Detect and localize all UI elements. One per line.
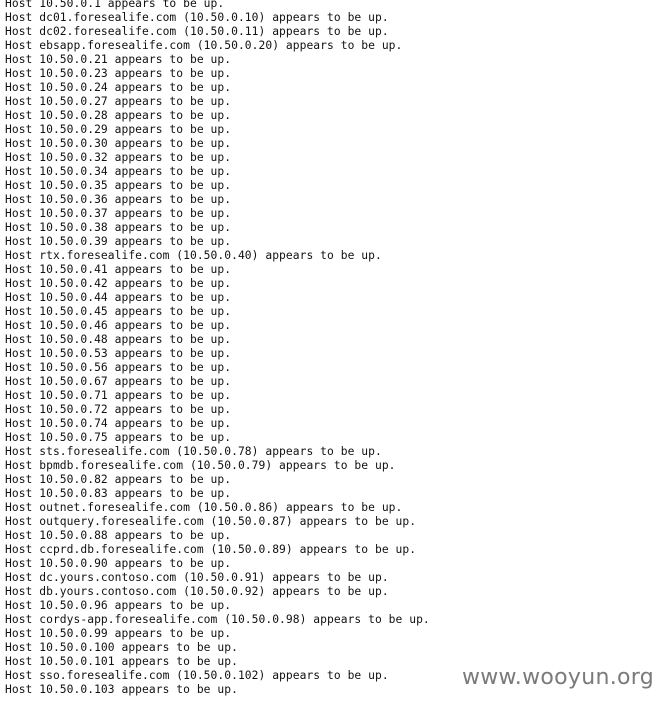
output-line: Host 10.50.0.48 appears to be up.	[5, 333, 232, 346]
output-line: Host 10.50.0.24 appears to be up.	[5, 81, 232, 94]
output-line: Host 10.50.0.74 appears to be up.	[5, 417, 232, 430]
output-line: Host 10.50.0.103 appears to be up.	[5, 683, 238, 696]
output-line: Host 10.50.0.71 appears to be up.	[5, 389, 232, 402]
output-line: Host ccprd.db.foresealife.com (10.50.0.89) appears to be up.	[5, 543, 417, 556]
output-line: Host bpmdb.foresealife.com (10.50.0.79) appears to be up.	[5, 459, 396, 472]
output-line: Host 10.50.0.88 appears to be up.	[5, 529, 232, 542]
output-line: Host 10.50.0.36 appears to be up.	[5, 193, 232, 206]
output-line: Host sso.foresealife.com (10.50.0.102) appears to be up.	[5, 669, 389, 682]
output-line: Host 10.50.0.41 appears to be up.	[5, 263, 232, 276]
output-line: Host 10.50.0.56 appears to be up.	[5, 361, 232, 374]
output-line: Host dc01.foresealife.com (10.50.0.10) appears to be up.	[5, 11, 389, 24]
output-line: Host 10.50.0.21 appears to be up.	[5, 53, 232, 66]
output-line: Host cordys-app.foresealife.com (10.50.0.98) appears to be up.	[5, 613, 430, 626]
output-line: Host 10.50.0.30 appears to be up.	[5, 137, 232, 150]
output-line: Host 10.50.0.96 appears to be up.	[5, 599, 232, 612]
output-line: Host 10.50.0.35 appears to be up.	[5, 179, 232, 192]
output-line: Host rtx.foresealife.com (10.50.0.40) appears to be up.	[5, 249, 382, 262]
terminal-output	[5, 0, 661, 702]
output-line: Host 10.50.0.29 appears to be up.	[5, 123, 232, 136]
output-line: Host 10.50.0.42 appears to be up.	[5, 277, 232, 290]
output-line: Host 10.50.0.27 appears to be up.	[5, 95, 232, 108]
output-line: Host 10.50.0.34 appears to be up.	[5, 165, 232, 178]
output-line: Host 10.50.0.46 appears to be up.	[5, 319, 232, 332]
output-line: Host dc.yours.contoso.com (10.50.0.91) appears to be up.	[5, 571, 389, 584]
output-line: Host ebsapp.foresealife.com (10.50.0.20) appears to be up.	[5, 39, 403, 52]
output-line: Host 10.50.0.72 appears to be up.	[5, 403, 232, 416]
output-line: Host 10.50.0.83 appears to be up.	[5, 487, 232, 500]
output-line: Host 10.50.0.67 appears to be up.	[5, 375, 232, 388]
output-line: Host 10.50.0.38 appears to be up.	[5, 221, 232, 234]
output-line: Host 10.50.0.37 appears to be up.	[5, 207, 232, 220]
output-line: Host 10.50.0.53 appears to be up.	[5, 347, 232, 360]
output-line: Host outquery.foresealife.com (10.50.0.87) appears to be up.	[5, 515, 417, 528]
output-line: Host 10.50.0.32 appears to be up.	[5, 151, 232, 164]
output-line: Host dc02.foresealife.com (10.50.0.11) appears to be up.	[5, 25, 389, 38]
output-line: Host 10.50.0.45 appears to be up.	[5, 305, 232, 318]
output-line: Host db.yours.contoso.com (10.50.0.92) appears to be up.	[5, 585, 389, 598]
output-line: Host 10.50.0.28 appears to be up.	[5, 109, 232, 122]
output-line: Host sts.foresealife.com (10.50.0.78) appears to be up.	[5, 445, 382, 458]
output-line: Host 10.50.0.23 appears to be up.	[5, 67, 232, 80]
output-line: Host 10.50.0.1 appears to be up.	[5, 0, 225, 10]
output-line: Host 10.50.0.100 appears to be up.	[5, 641, 238, 654]
output-line: Host 10.50.0.44 appears to be up.	[5, 291, 232, 304]
output-line: Host 10.50.0.82 appears to be up.	[5, 473, 232, 486]
output-line: Host 10.50.0.75 appears to be up.	[5, 431, 232, 444]
output-line: Host 10.50.0.90 appears to be up.	[5, 557, 232, 570]
output-line: Host 10.50.0.101 appears to be up.	[5, 655, 238, 668]
watermark: www.wooyun.org	[461, 665, 654, 690]
output-line: Host 10.50.0.39 appears to be up.	[5, 235, 232, 248]
output-line: Host outnet.foresealife.com (10.50.0.86) appears to be up.	[5, 501, 403, 514]
output-line: Host 10.50.0.99 appears to be up.	[5, 627, 232, 640]
